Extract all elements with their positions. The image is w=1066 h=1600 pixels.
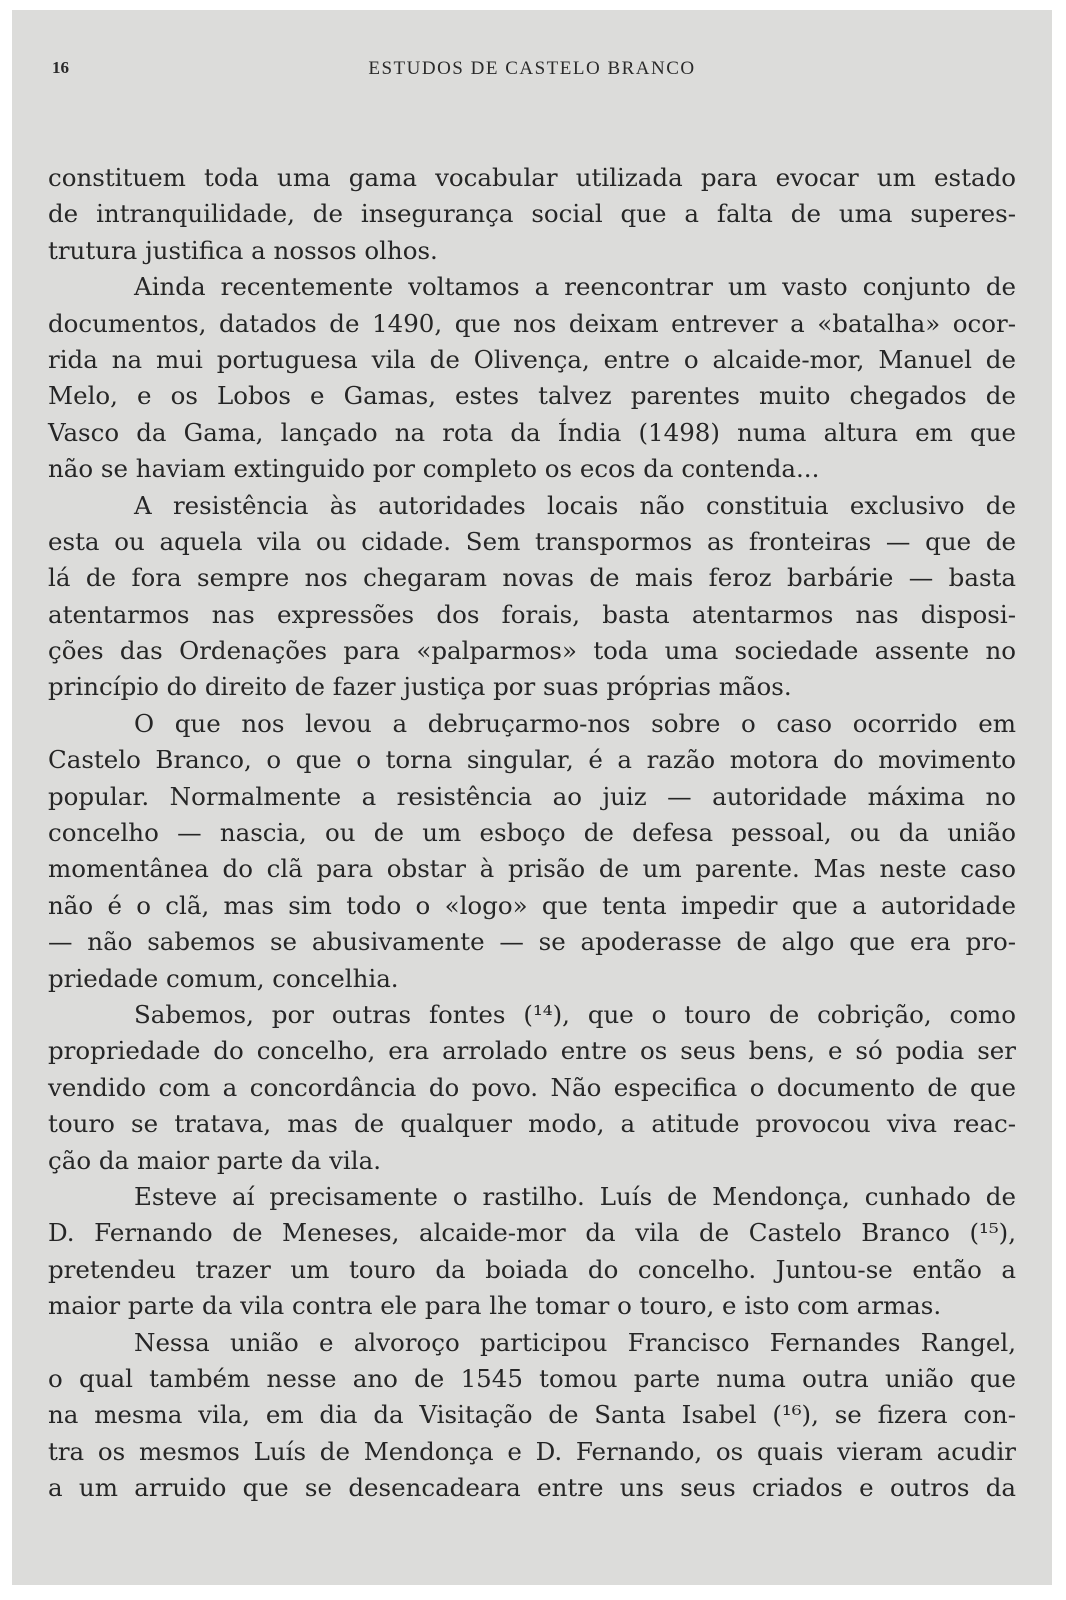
text-line: Ainda recentemente voltamos a reencontrar um vasto conjunto de — [134, 272, 1016, 302]
text-line: Melo, e os Lobos e Gamas, estes talvez parentes muito chegados de — [48, 381, 1016, 411]
body-text — [48, 160, 1016, 1506]
text-line: O que nos levou a debruçarmo-nos sobre o caso ocorrido em — [134, 708, 1016, 738]
text-line: de intranquilidade, de insegurança social que a falta de uma superes- — [48, 199, 1016, 229]
text-line: propriedade do concelho, era arrolado entre os seus bens, e só podia ser — [48, 1036, 1016, 1066]
text-line: esta ou aquela vila ou cidade. Sem transpormos as fronteiras — que de — [48, 526, 1016, 556]
text-line: documentos, datados de 1490, que nos deixam entrever a «batalha» ocor- — [48, 308, 1016, 338]
text-line: ções das Ordenações para «palparmos» toda uma sociedade assente no — [48, 636, 1016, 666]
text-line: constituem toda uma gama vocabular utilizada para evocar um estado — [48, 163, 1016, 192]
text-line: Esteve aí precisamente o rastilho. Luís de Mendonça, cunhado de — [134, 1181, 1016, 1211]
text-line: ção da maior parte da vila. — [48, 1145, 381, 1175]
text-line: atentarmos nas expressões dos forais, basta atentarmos nas disposi- — [48, 599, 1016, 629]
text-line: D. Fernando de Meneses, alcaide-mor da vila de Castelo Branco (¹⁵), — [48, 1218, 1016, 1248]
text-line: não se haviam extinguido por completo os ecos da contenda... — [48, 454, 820, 484]
text-line: lá de fora sempre nos chegaram novas de mais feroz barbárie — basta — [48, 563, 1016, 593]
text-line: touro se tratava, mas de qualquer modo, a atitude provocou viva reac- — [48, 1109, 1016, 1139]
text-line: maior parte da vila contra ele para lhe tomar o touro, e isto com armas. — [48, 1291, 942, 1321]
running-title: ESTUDOS DE CASTELO BRANCO — [368, 58, 696, 79]
page-header — [52, 58, 1012, 88]
text-line: A resistência às autoridades locais não constituia exclusivo de — [134, 490, 1016, 520]
text-line: pretendeu trazer um touro da boiada do concelho. Juntou-se então a — [48, 1254, 1016, 1284]
text-line: não é o clã, mas sim todo o «logo» que tenta impedir que a autoridade — [48, 890, 1016, 920]
text-line: o qual também nesse ano de 1545 tomou parte numa outra união que — [48, 1363, 1016, 1393]
text-line: — não sabemos se abusivamente — se apoderasse de algo que era pro- — [48, 927, 1016, 957]
text-line: Vasco da Gama, lançado na rota da Índia (1498) numa altura em que — [48, 417, 1016, 447]
text-line: trutura justifica a nossos olhos. — [48, 235, 438, 265]
text-line: a um arruido que se desencadeara entre uns seus criados e outros da — [48, 1473, 1016, 1503]
text-line: tra os mesmos Luís de Mendonça e D. Fernando, os quais vieram acudir — [48, 1436, 1016, 1466]
text-line: na mesma vila, em dia da Visitação de Santa Isabel (¹⁶), se fizera con- — [48, 1400, 1016, 1430]
text-line: Nessa união e alvoroço participou Francisco Fernandes Rangel, — [134, 1327, 1016, 1357]
text-line: concelho — nascia, ou de um esboço de defesa pessoal, ou da união — [48, 818, 1016, 848]
text-line: popular. Normalmente a resistência ao juiz — autoridade máxima no — [48, 781, 1016, 811]
text-line: priedade comum, concelhia. — [48, 963, 399, 993]
text-line: Castelo Branco, o que o torna singular, é a razão motora do movimento — [48, 745, 1016, 775]
book-page — [12, 10, 1052, 1585]
page-number: 16 — [52, 58, 69, 77]
text-line: momentânea do clã para obstar à prisão de um parente. Mas neste caso — [48, 854, 1016, 884]
text-line: vendido com a concordância do povo. Não especifica o documento de que — [48, 1072, 1016, 1102]
text-line: rida na mui portuguesa vila de Olivença, entre o alcaide-mor, Manuel de — [48, 344, 1016, 374]
text-line: princípio do direito de fazer justiça por suas próprias mãos. — [48, 672, 792, 702]
text-line: Sabemos, por outras fontes (¹⁴), que o touro de cobrição, como — [134, 999, 1016, 1029]
